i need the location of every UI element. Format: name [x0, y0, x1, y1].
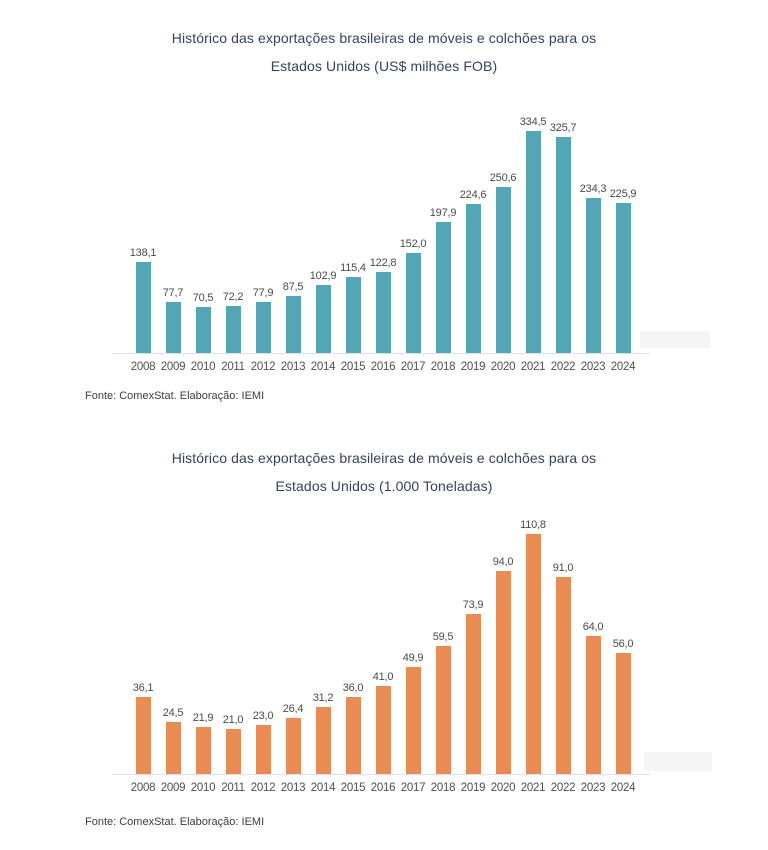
bar-value-label: 110,8: [520, 519, 546, 531]
bar-column: [158, 707, 188, 775]
bar-value-label: 72,2: [222, 290, 244, 303]
bar-column: [368, 257, 398, 354]
x-axis-label: 2022: [550, 361, 576, 373]
x-axis-label: 2020: [490, 782, 516, 794]
bar: [166, 302, 181, 354]
chart-title-line1: Histórico das exportações brasileiras de móveis e colchões para os: [171, 30, 597, 46]
x-axis-label: 2013: [280, 361, 306, 373]
bar: [466, 204, 481, 354]
bar-value-label: 234,3: [579, 182, 607, 195]
bar-column: [608, 638, 638, 775]
x-axis-label: 2019: [460, 361, 486, 373]
bar-column: [398, 652, 428, 776]
x-axis: [128, 782, 638, 794]
bar-value-label: 26,4: [282, 702, 304, 715]
x-axis-label: 2011: [221, 361, 245, 373]
bar-column: [248, 287, 278, 354]
bar-value-label: 197,9: [429, 207, 457, 220]
bar-value-label: 102,9: [309, 270, 337, 283]
bar: [286, 296, 301, 354]
chart-title-line2: Estados Unidos (1.000 Toneladas): [275, 478, 493, 494]
bar-column: [548, 562, 578, 775]
bar: [196, 307, 211, 354]
x-axis-label: 2019: [460, 782, 486, 794]
bar-column: [428, 207, 458, 354]
bar-column: [278, 703, 308, 775]
bar: [316, 285, 331, 354]
bar-value-label: 21,9: [192, 712, 214, 725]
bar-column: [338, 682, 368, 775]
bar-column: [128, 682, 158, 776]
bar-value-label: 138,1: [129, 246, 157, 259]
x-axis-label: 2016: [370, 361, 396, 373]
bar-value-label: 36,1: [132, 681, 154, 694]
bar: [256, 302, 271, 354]
bar-value-label: 49,9: [402, 651, 424, 664]
x-axis-label: 2010: [190, 782, 216, 794]
chart-title-line2: Estados Unidos (US$ milhões FOB): [270, 58, 498, 74]
x-axis-label: 2024: [610, 361, 636, 373]
bar: [616, 653, 631, 775]
bar-column: [218, 714, 248, 775]
bar-column: [488, 556, 518, 776]
x-axis-label: 2012: [250, 361, 276, 373]
bar: [226, 729, 241, 775]
x-axis-label: 2013: [280, 782, 306, 794]
bar: [136, 697, 151, 776]
plot-area: [128, 517, 638, 775]
bar: [376, 686, 391, 775]
bar-column: [458, 189, 488, 354]
source-note: Fonte: ComexStat. Elaboração: IEMI: [85, 390, 265, 402]
bar-value-label: 59,5: [432, 630, 454, 643]
bar-value-label: 152,0: [399, 237, 427, 250]
bar: [496, 187, 511, 354]
bar-value-label: 224,6: [459, 189, 487, 202]
hover-highlight-region: [644, 752, 712, 771]
bar-value-label: 87,5: [282, 280, 304, 293]
bar: [286, 718, 301, 775]
bar-value-label: 24,5: [162, 706, 184, 719]
x-axis-label: 2015: [340, 361, 366, 373]
bar-column: [428, 631, 458, 775]
chart-title-line1: Histórico das exportações brasileiras de móveis e colchões para os: [171, 450, 597, 466]
bar-column: [398, 238, 428, 354]
source-note: Fonte: ComexStat. Elaboração: IEMI: [85, 816, 265, 828]
bar-column: [578, 621, 608, 775]
bar: [316, 707, 331, 775]
x-axis-label: 2020: [490, 361, 516, 373]
bar-value-label: 115,4: [340, 262, 366, 275]
bar-column: [248, 710, 278, 775]
bar-value-label: 77,9: [252, 287, 274, 300]
bar: [346, 697, 361, 775]
x-axis-label: 2008: [130, 361, 156, 373]
bar-column: [158, 287, 188, 354]
x-axis-label: 2017: [400, 782, 426, 794]
bar-value-label: 250,6: [489, 171, 517, 184]
bar: [346, 277, 361, 354]
bar-column: [458, 599, 488, 775]
bar-value-label: 41,0: [372, 670, 394, 683]
bar: [466, 614, 481, 775]
bar-value-label: 21,0: [222, 714, 244, 727]
x-axis-label: 2023: [580, 782, 606, 794]
bar-value-label: 91,0: [552, 562, 574, 575]
x-axis-label: 2023: [580, 361, 606, 373]
x-axis-label: 2010: [190, 361, 216, 373]
bar: [436, 222, 451, 354]
bar: [196, 727, 211, 775]
bar-column: [518, 116, 548, 354]
bar-value-label: 225,9: [609, 188, 637, 201]
bar: [586, 198, 601, 354]
x-axis: [128, 361, 638, 373]
x-axis-label: 2021: [520, 782, 546, 794]
bar: [226, 306, 241, 354]
bar-value-label: 70,5: [192, 292, 214, 304]
x-axis-label: 2008: [130, 782, 156, 794]
bar-value-label: 73,9: [462, 599, 484, 612]
bar: [526, 131, 541, 354]
bar-column: [188, 712, 218, 775]
bar: [556, 137, 571, 354]
x-axis-label: 2012: [250, 782, 276, 794]
bar: [556, 577, 571, 775]
x-axis-label: 2018: [430, 361, 456, 373]
chart-title: [0, 24, 768, 80]
x-axis-label: 2009: [160, 361, 186, 373]
x-axis-label: 2018: [430, 782, 456, 794]
bar: [406, 667, 421, 776]
bar-column: [488, 172, 518, 354]
bar: [406, 253, 421, 354]
bar-column: [338, 262, 368, 354]
plot-area: [128, 114, 638, 354]
bar: [136, 262, 151, 354]
chart-title: [0, 444, 768, 500]
bar-value-label: 325,7: [549, 121, 577, 134]
x-axis-label: 2014: [310, 361, 336, 373]
bar-column: [308, 270, 338, 354]
bar-value-label: 64,0: [582, 620, 604, 633]
x-axis-label: 2014: [310, 782, 336, 794]
bar: [376, 272, 391, 354]
bar-value-label: 31,2: [312, 692, 334, 705]
bar-column: [548, 122, 578, 354]
x-axis-label: 2022: [550, 782, 576, 794]
x-axis-label: 2024: [610, 782, 636, 794]
bar-value-label: 334,5: [519, 116, 547, 128]
x-axis-label: 2017: [400, 361, 426, 373]
bar-column: [278, 281, 308, 354]
bar-column: [578, 183, 608, 354]
bar: [436, 646, 451, 775]
bar: [166, 722, 181, 775]
bar-value-label: 36,0: [342, 681, 364, 694]
bar: [616, 203, 631, 354]
bar-value-label: 56,0: [612, 638, 634, 651]
bar-column: [188, 292, 218, 354]
bar: [586, 636, 601, 775]
x-axis-label: 2016: [370, 782, 396, 794]
bar: [496, 571, 511, 776]
x-axis-label: 2015: [340, 782, 366, 794]
bar: [256, 725, 271, 775]
bar: [526, 534, 541, 775]
bar-column: [128, 247, 158, 354]
bar-column: [518, 519, 548, 775]
bar-value-label: 94,0: [492, 555, 514, 568]
bar-value-label: 77,7: [162, 287, 184, 300]
x-axis-line: [113, 774, 650, 775]
x-axis-label: 2021: [520, 361, 546, 373]
x-axis-line: [113, 353, 650, 354]
x-axis-label: 2009: [160, 782, 186, 794]
bar-column: [308, 692, 338, 775]
bar-column: [218, 291, 248, 354]
bar-value-label: 122,8: [369, 257, 397, 270]
bar-value-label: 23,0: [252, 710, 274, 722]
x-axis-label: 2011: [221, 782, 245, 794]
bar-column: [368, 671, 398, 775]
hover-highlight-region: [640, 331, 710, 348]
bar-column: [608, 188, 638, 354]
